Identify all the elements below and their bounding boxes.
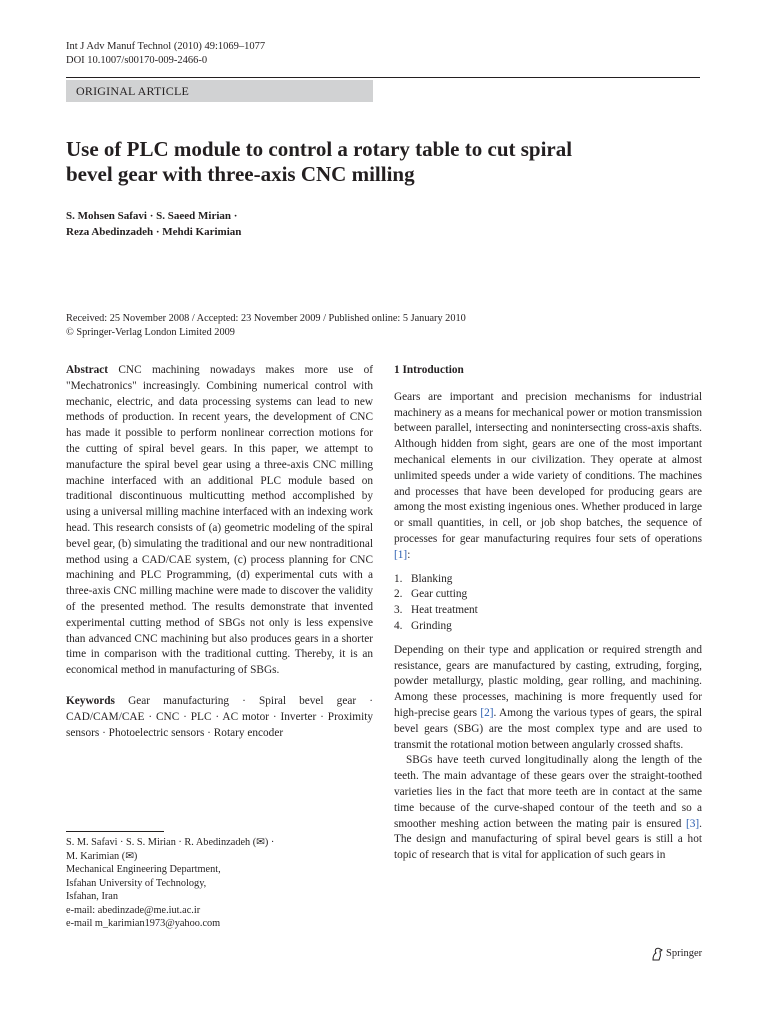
list-item-label: Blanking: [411, 572, 453, 585]
footnote-line: S. M. Safavi · S. S. Mirian · R. Abedinzadeh (✉) ·: [66, 837, 275, 848]
intro-paragraph: [394, 753, 702, 864]
paragraph-text: . Among the various types of gears, the spiral bevel gears (SBG) are the most complex type and are used to transmit the rotational motion between angularly crossed shafts.: [394, 706, 703, 751]
list-item: [394, 619, 702, 635]
right-column: [394, 363, 702, 864]
springer-horse-icon: [651, 947, 663, 961]
citation-link[interactable]: [2]: [480, 706, 494, 719]
keywords: [66, 694, 373, 741]
paragraph-text: SBGs have teeth curved longitudinally along the length of the teeth. The main advantage of these gears over the straight-toothed varieties lies in the fact that more teeth are in contact at the same time because of the curve-shaped contour of the teeth and so a smoother meshing action between the mating pair is ensured: [394, 754, 702, 830]
publication-history: Received: 25 November 2008 / Accepted: 23 November 2009 / Published online: 5 January 2010: [66, 313, 466, 324]
article-type-label: ORIGINAL ARTICLE: [66, 80, 373, 102]
list-item: [394, 587, 702, 603]
author-affiliation-footnote: [66, 836, 373, 931]
citation-link[interactable]: [1]: [394, 548, 408, 561]
list-item: [394, 603, 702, 619]
title-line: bevel gear with three-axis CNC milling: [66, 162, 415, 186]
header-rule: [66, 77, 700, 78]
paragraph-text: . The design and manufacturing of spiral bevel gears is still a hot topic of research that is vital for application of such gears in: [394, 817, 702, 862]
authors-line: Reza Abedinzadeh · Mehdi Karimian: [66, 226, 242, 238]
doi: DOI 10.1007/s00170-009-2466-0: [66, 55, 208, 66]
title-line: Use of PLC module to control a rotary table to cut spiral: [66, 137, 573, 161]
footnote-email[interactable]: e-mail m_karimian1973@yahoo.com: [66, 918, 221, 929]
citation-link[interactable]: [3]: [685, 817, 700, 830]
intro-paragraph: [394, 643, 702, 754]
introduction-heading: 1 Introduction: [394, 364, 464, 376]
copyright: © Springer-Verlag London Limited 2009: [66, 327, 235, 338]
footnote-line: M. Karimian (✉): [66, 850, 138, 862]
keywords-text: Gear manufacturing · Spiral bevel gear · CAD/CAM/CAE · CNC · PLC · AC motor · Inverter · Proximity sensors · Photoelectric sensors · Rotary encoder: [66, 694, 373, 739]
paragraph-text: :: [407, 548, 411, 561]
list-item: [394, 572, 702, 588]
list-number: 1.: [394, 572, 403, 585]
footnote-rule: [66, 831, 164, 832]
footnote-line: Mechanical Engineering Department,: [66, 864, 221, 875]
footnote-line: Isfahan, Iran: [66, 891, 119, 902]
abstract-text: CNC machining nowadays makes more use of "Mechatronics" increasingly. Combining numerical control with mechanic, electric, and data processing systems can lead to new methods of production. In recent years, the development of CNC has made it possible to perform nonlinear correction motions for the cutting of spiral bevel gears. In this paper, we attempt to manufacture the spiral bevel gear using a three-axis CNC milling machine interfaced with an additional PLC module based on traditional discontinuous multicutting method accomplished by using a universal milling machine interfaced with an indexing work head. This research consists of (a) geometric modeling of the spiral bevel gear, (b) simulating the traditional and our new nontraditional method using a CAD/CAE system, (c) process planning for CNC machining and PLC Programming, (d) experimental cuts with a three-axis CNC milling machine were made to discover the validity of the presented method. The results demonstrate that invented experimental cutting method of SBGs not only is less expensive than advanced CNC machining but also produces gears in a shorter time in comparison with the traditional cutting. Thereby, it is an economical method in manufacturing of SBGs.: [66, 364, 374, 677]
footnote-line: Isfahan University of Technology,: [66, 877, 207, 889]
publisher-logo: [651, 946, 702, 962]
left-column: [66, 363, 373, 741]
publisher-name: Springer: [666, 948, 703, 959]
paragraph-text: Gears are important and precision mechanisms for industrial machinery as a means for mechanical power or motion transmission between parallel, intersecting and nonintersecting cross-axis shafts. Although hidden from sight, gears are one of the most important mechanical elements in our civilization. They operate at almost unlimited speeds under a wide variety of conditions. The machines and processes that have been developed for producing gears are among the most existing ingenious ones. Whether produced in large or small quantities, in cell, or job shop batches, the sequence of processes for gear manufacturing requires four sets of operations: [394, 390, 702, 545]
paper-title: [66, 137, 706, 187]
list-number: 3.: [394, 604, 403, 617]
list-item-label: Heat treatment: [411, 604, 478, 617]
list-item-label: Gear cutting: [411, 588, 468, 601]
authors-line: S. Mohsen Safavi · S. Saeed Mirian ·: [66, 210, 238, 222]
footnote-email[interactable]: e-mail: abedinzade@me.iut.ac.ir: [66, 904, 201, 916]
journal-reference: Int J Adv Manuf Technol (2010) 49:1069–1077: [66, 41, 266, 52]
paragraph-text: Depending on their type and application or required strength and resistance, gears are manufactured by casting, extruding, forging, powder metallurgy, plastic molding, gear rolling, and machining. Among these processes, machining is more frequently used for high-precise gears: [394, 643, 702, 719]
intro-paragraph: [394, 390, 702, 564]
list-number: 2.: [394, 588, 403, 601]
list-item-label: Grinding: [411, 619, 452, 632]
abstract: [66, 363, 373, 679]
abstract-label: Abstract: [66, 364, 109, 376]
operations-list: [394, 572, 702, 635]
keywords-label: Keywords: [66, 694, 115, 707]
list-number: 4.: [394, 619, 403, 632]
